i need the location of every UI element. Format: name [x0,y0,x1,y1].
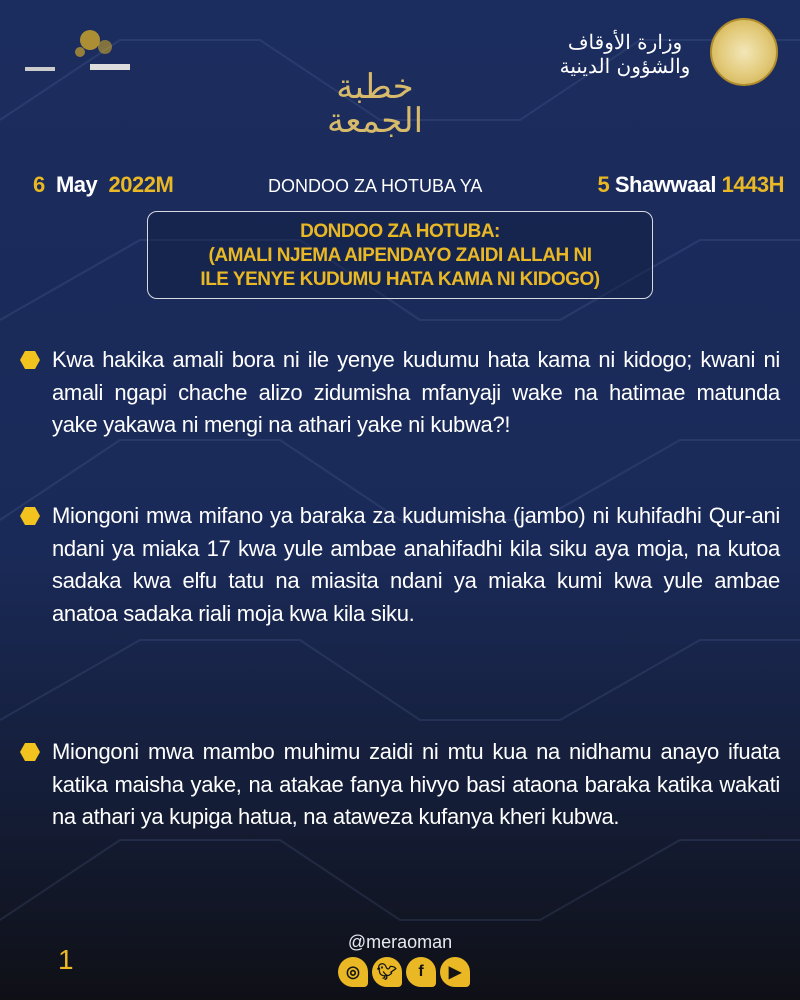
title-line: DONDOO ZA HOTUBA: [300,221,500,242]
title-line: (AMALI NJEMA AIPENDAYO ZAIDI ALLAH NI [208,245,592,266]
hijri-day: 5 [597,172,610,197]
khutba-calligraphy: خطبة الجمعة [326,67,424,141]
point-paragraph: Kwa hakika amali bora ni ile yenye kudumu hata kama ni kidogo; kwani ni amali ngapi chache alizo zidumisha mfanyaji wake na hatimae matunda yake yakawa ni mengi na athari yake ni kubwa?! [52,347,780,437]
gregorian-month: May [55,172,98,197]
title-box [147,211,653,299]
facebook-icon[interactable]: f [406,957,436,987]
social-icons [338,957,470,987]
point-paragraph: Miongoni mwa mambo muhimu zaidi ni mtu kua na nidhamu anayo ifuata katika maisha yake, na atakae fanya hivyo basi ataona baraka katika wakati na athari ya kupiga hatua, na ataweza kufanya kheri kubwa. [52,739,780,829]
gregorian-date [33,172,173,198]
vision-2040-logo [20,22,135,77]
hijri-year: 1443H [721,172,784,197]
hijri-date [598,172,785,198]
point-paragraph: Miongoni mwa mifano ya baraka za kudumisha (jambo) ni kuhifadhi Qur-ani ndani ya miaka 17 kwa yule ambae anahifadhi kila siku aya moja, na kutoa sadaka kwa elfu tatu na miasita ndani ya miaka kumi kwa yule ambae anatoa sadaka riali moja kwa kila siku. [52,503,780,626]
hijri-month: Shawwaal [614,172,717,197]
ministry-name: وزارة الأوقاف والشؤون الدينية [559,30,691,78]
youtube-icon[interactable]: ▶ [440,957,470,987]
page-number: 1 [58,944,74,975]
subtitle: DONDOO ZA HOTUBA YA [268,176,483,196]
instagram-icon[interactable]: ◎ [338,957,368,987]
twitter-icon[interactable]: 🐦︎ [372,957,402,987]
social-handle: @meraoman [347,932,453,952]
gregorian-year: 2022M [108,172,174,197]
title-line: ILE YENYE KUDUMU HATA KAMA NI KIDOGO) [200,269,600,290]
gregorian-day: 6 [33,172,45,197]
ministry-seal [710,18,778,86]
date-row [0,172,800,206]
